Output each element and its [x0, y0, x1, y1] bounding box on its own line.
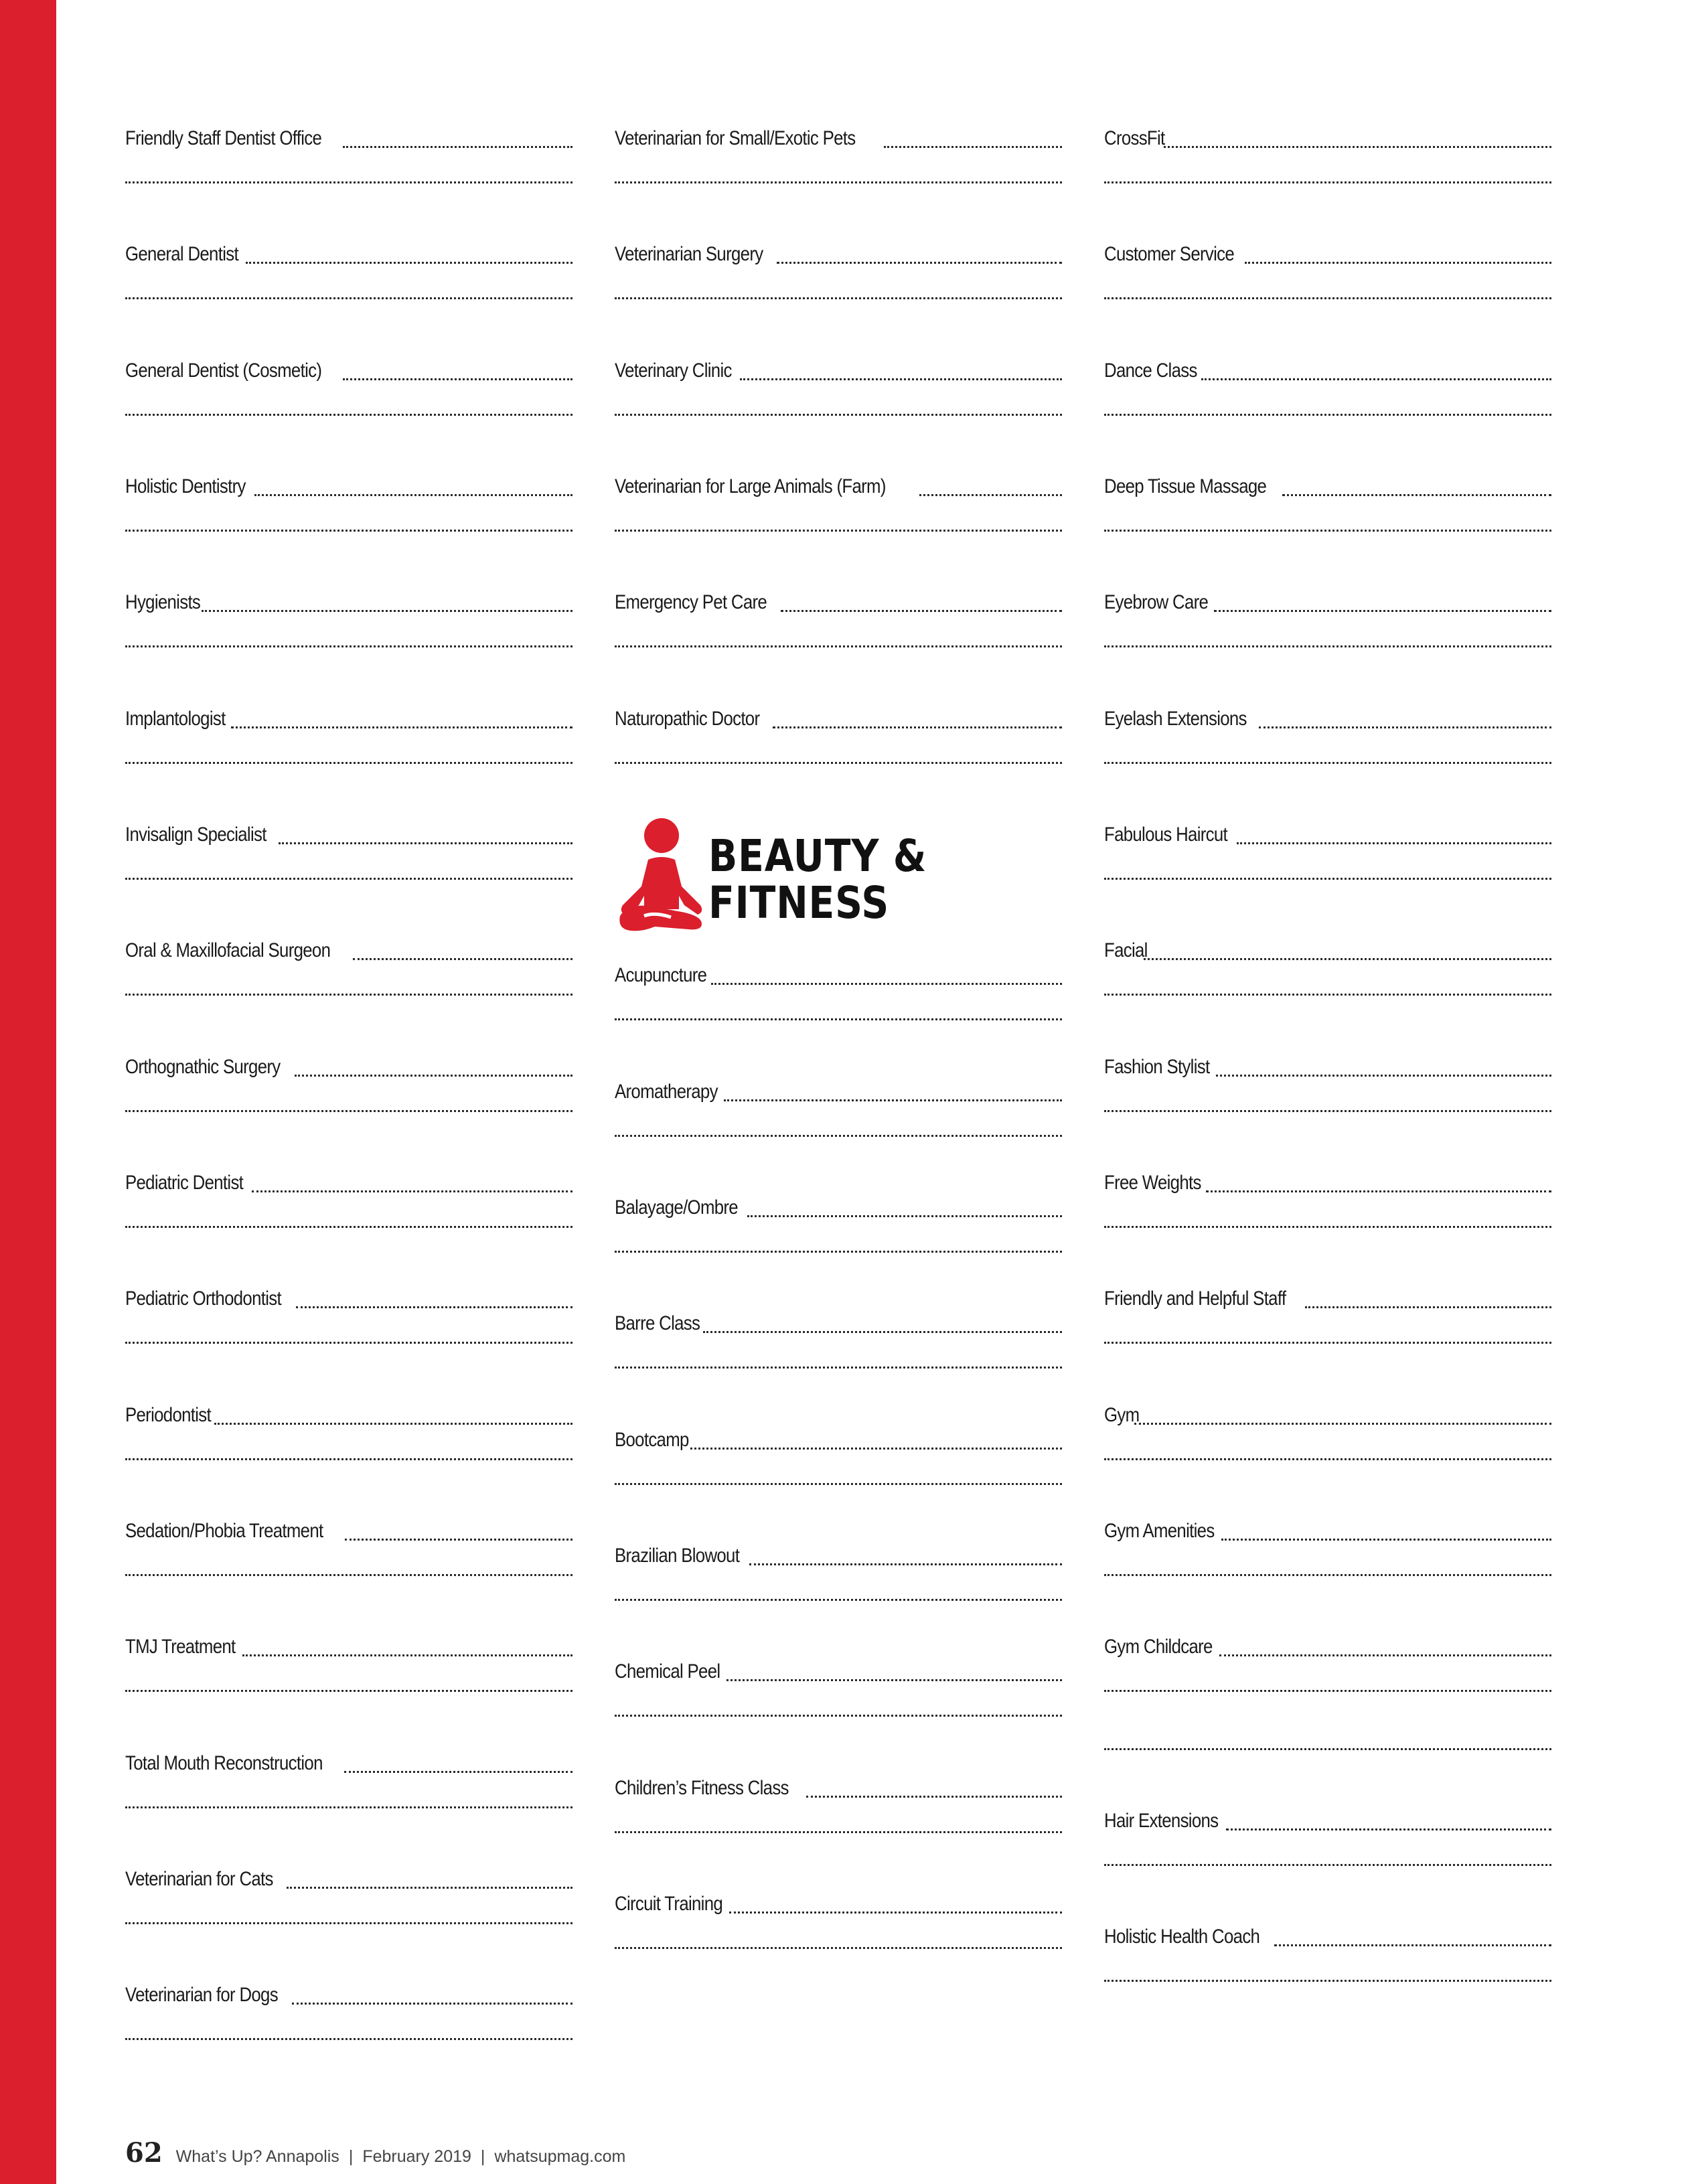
entry-dotted-line [781, 610, 1062, 612]
ballot-entry[interactable] [615, 1193, 1062, 1287]
ballot-entry[interactable] [615, 704, 1062, 798]
entry-dotted-line [1216, 1075, 1551, 1077]
ballot-entry[interactable] [615, 1309, 1062, 1403]
entry-dotted-line [353, 958, 572, 960]
entry-label: Fabulous Haircut [1104, 824, 1228, 846]
entry-answer-line[interactable] [615, 1947, 1062, 1949]
ballot-entry[interactable] [1104, 1401, 1551, 1494]
footer-separator: | [348, 2147, 354, 2166]
entry-label: Gym Childcare [1104, 1636, 1213, 1658]
entry-answer-line[interactable] [615, 1831, 1062, 1833]
entry-answer-line[interactable] [1104, 762, 1551, 764]
entry-answer-line[interactable] [125, 530, 572, 532]
ballot-entry[interactable] [615, 1889, 1062, 1983]
ballot-entry[interactable] [615, 240, 1062, 333]
section-title-line1: BEAUTY & [708, 830, 927, 882]
entry-dotted-line [343, 378, 572, 380]
entry-label: Emergency Pet Care [615, 591, 767, 613]
entry-dotted-line [777, 262, 1063, 264]
entry-dotted-line [884, 146, 1062, 148]
meditation-figure-icon [615, 811, 708, 932]
entry-dotted-line [246, 262, 572, 264]
red-side-bar [0, 0, 56, 2184]
entry-label: Eyelash Extensions [1104, 708, 1247, 730]
ballot-entry[interactable] [615, 1541, 1062, 1635]
ballot-entry[interactable] [125, 704, 572, 798]
entry-dotted-line [729, 1912, 1062, 1914]
entry-label: Friendly Staff Dentist Office [125, 127, 322, 149]
entry-answer-line[interactable] [125, 1806, 572, 1808]
ballot-entry[interactable] [615, 1657, 1062, 1751]
page-footer [125, 2137, 625, 2169]
entry-label: Holistic Health Coach [1104, 1926, 1260, 1948]
entry-answer-line[interactable] [1104, 1980, 1551, 1982]
ballot-entry[interactable] [125, 1865, 572, 1958]
entry-label: Veterinary Clinic [615, 360, 732, 382]
entry-answer-line[interactable] [615, 1135, 1062, 1137]
entry-answer-line[interactable] [615, 414, 1062, 416]
ballot-entry[interactable] [125, 820, 572, 914]
entry-answer-line[interactable] [615, 1018, 1062, 1020]
entry-label: Total Mouth Reconstruction [125, 1752, 323, 1774]
entry-label: CrossFit [1104, 127, 1165, 149]
entry-label: Balayage/Ombre [615, 1196, 738, 1219]
entry-dotted-line [295, 1075, 572, 1077]
entry-dotted-line [919, 494, 1062, 496]
entry-dotted-line [724, 1099, 1062, 1101]
entry-answer-line[interactable] [1104, 1458, 1551, 1460]
entry-answer-line[interactable] [1104, 1864, 1551, 1866]
entry-dotted-line [690, 1448, 1062, 1450]
entry-dotted-line [292, 2003, 572, 2005]
entry-dotted-line [345, 1539, 572, 1541]
entry-label: Veterinarian for Cats [125, 1868, 273, 1890]
ballot-entry[interactable] [125, 356, 572, 450]
issue-date: February 2019 [362, 2147, 471, 2166]
entry-answer-line[interactable] [615, 1367, 1062, 1369]
entry-dotted-line [1144, 958, 1551, 960]
ballot-entry[interactable] [1104, 1806, 1551, 1900]
ballot-entry[interactable] [1104, 356, 1551, 450]
entry-dotted-line [1305, 1306, 1552, 1308]
entry-dotted-line [1134, 1423, 1551, 1425]
ballot-entry[interactable] [125, 124, 572, 218]
entry-answer-line[interactable] [615, 1251, 1062, 1253]
page-number: 62 [125, 2137, 163, 2169]
entry-label: Naturopathic Doctor [615, 708, 760, 730]
entry-dotted-line [727, 1679, 1062, 1681]
ballot-entry[interactable] [1104, 1632, 1551, 1726]
ballot-entry[interactable] [1104, 588, 1551, 682]
ballot-entry[interactable] [1104, 1052, 1551, 1146]
entry-dotted-line [296, 1306, 572, 1308]
entry-answer-line[interactable] [125, 1110, 572, 1112]
entry-answer-line[interactable] [1104, 414, 1551, 416]
entry-dotted-line [202, 610, 572, 612]
entry-dotted-line [806, 1796, 1062, 1798]
entry-label: Circuit Training [615, 1893, 723, 1915]
ballot-entry[interactable] [1104, 820, 1551, 914]
entry-answer-line[interactable] [1104, 297, 1551, 299]
entry-answer-line-extra[interactable] [1104, 1748, 1551, 1750]
entry-answer-line[interactable] [125, 1458, 572, 1460]
entry-label: Fashion Stylist [1104, 1056, 1210, 1078]
ballot-entry[interactable] [1104, 936, 1551, 1030]
entry-label: Holistic Dentistry [125, 475, 246, 497]
ballot-entry[interactable] [125, 588, 572, 682]
entry-label: Dance Class [1104, 360, 1197, 382]
entry-answer-line[interactable] [125, 645, 572, 647]
entry-answer-line[interactable] [615, 1715, 1062, 1717]
entry-label: General Dentist (Cosmetic) [125, 360, 322, 382]
ballot-entry[interactable] [125, 1168, 572, 1262]
entry-label: Oral & Maxillofacial Surgeon [125, 939, 331, 961]
entry-label: Eyebrow Care [1104, 591, 1209, 613]
ballot-entry[interactable] [125, 472, 572, 566]
entry-dotted-line [703, 1331, 1062, 1333]
entry-answer-line[interactable] [125, 181, 572, 183]
ballot-entry[interactable] [1104, 124, 1551, 218]
ballot-entry[interactable] [615, 1774, 1062, 1867]
entry-dotted-line [214, 1423, 572, 1425]
entry-answer-line[interactable] [125, 2038, 572, 2040]
ballot-entry[interactable] [125, 936, 572, 1030]
entry-answer-line[interactable] [1104, 1342, 1551, 1344]
entry-dotted-line [773, 726, 1062, 728]
entry-label: Customer Service [1104, 243, 1235, 265]
entry-dotted-line [740, 378, 1062, 380]
ballot-entry[interactable] [615, 588, 1062, 682]
entry-label: Bootcamp [615, 1429, 689, 1451]
entry-answer-line[interactable] [1104, 878, 1551, 880]
entry-dotted-line [747, 1215, 1062, 1217]
entry-label: Veterinarian for Dogs [125, 1984, 278, 2006]
entry-label: Hair Extensions [1104, 1810, 1219, 1832]
entry-label: TMJ Treatment [125, 1636, 236, 1658]
entry-label: Periodontist [125, 1404, 211, 1426]
entry-dotted-line [343, 146, 572, 148]
entry-label: General Dentist [125, 243, 238, 265]
entry-dotted-line [287, 1887, 572, 1889]
entry-dotted-line [1206, 1190, 1551, 1192]
beauty-fitness-section-header [615, 811, 1062, 939]
entry-answer-line[interactable] [615, 181, 1062, 183]
entry-label: Veterinarian for Large Animals (Farm) [615, 475, 886, 497]
entry-dotted-line [1201, 378, 1551, 380]
entry-dotted-line [1221, 1539, 1551, 1541]
ballot-entry[interactable] [125, 1401, 572, 1494]
entry-dotted-line [231, 726, 572, 728]
section-title-line2: FITNESS [708, 877, 890, 929]
entry-answer-line[interactable] [125, 1690, 572, 1692]
entry-label: Pediatric Orthodontist [125, 1288, 281, 1310]
entry-answer-line[interactable] [1104, 1690, 1551, 1692]
entry-answer-line[interactable] [615, 1483, 1062, 1485]
entry-label: Pediatric Dentist [125, 1172, 244, 1194]
entry-answer-line[interactable] [125, 994, 572, 996]
entry-dotted-line [344, 1771, 572, 1773]
ballot-entry[interactable] [1104, 1516, 1551, 1610]
entry-answer-line[interactable] [125, 1922, 572, 1924]
entry-dotted-line [1226, 1828, 1551, 1830]
ballot-entry[interactable] [615, 124, 1062, 218]
entry-label: Deep Tissue Massage [1104, 475, 1267, 497]
entry-answer-line[interactable] [1104, 645, 1551, 647]
entry-answer-line[interactable] [615, 1599, 1062, 1601]
ballot-entry[interactable] [1104, 1168, 1551, 1262]
entry-dotted-line [1274, 1944, 1551, 1946]
entry-label: Chemical Peel [615, 1660, 720, 1683]
ballot-entry[interactable] [615, 961, 1062, 1055]
entry-answer-line[interactable] [125, 878, 572, 880]
entry-answer-line[interactable] [125, 1574, 572, 1576]
entry-dotted-line [254, 494, 572, 496]
ballot-entry[interactable] [1104, 704, 1551, 798]
ballot-entry[interactable] [125, 240, 572, 333]
entry-dotted-line [1237, 842, 1551, 844]
entry-label: Sedation/Phobia Treatment [125, 1520, 323, 1542]
entry-label: Veterinarian Surgery [615, 243, 763, 265]
entry-label: Brazilian Blowout [615, 1545, 740, 1567]
entry-answer-line[interactable] [1104, 1226, 1551, 1228]
website-link[interactable]: whatsupmag.com [494, 2147, 626, 2166]
ballot-entry[interactable] [615, 1425, 1062, 1519]
footer-separator: | [480, 2147, 485, 2166]
entry-label: Veterinarian for Small/Exotic Pets [615, 127, 856, 149]
entry-dotted-line [1219, 1654, 1551, 1656]
entry-label: Facial [1104, 939, 1148, 961]
ballot-entry[interactable] [1104, 472, 1551, 566]
entry-dotted-line [1245, 262, 1551, 264]
entry-answer-line[interactable] [1104, 530, 1551, 532]
entry-dotted-line [242, 1654, 572, 1656]
ballot-entry[interactable] [615, 356, 1062, 450]
entry-answer-line[interactable] [125, 1342, 572, 1344]
entry-answer-line[interactable] [615, 530, 1062, 532]
entry-dotted-line [279, 842, 572, 844]
ballot-entry[interactable] [615, 1077, 1062, 1171]
entry-answer-line[interactable] [125, 762, 572, 764]
entry-dotted-line [711, 983, 1062, 985]
ballot-entry[interactable] [125, 1632, 572, 1726]
entry-dotted-line [1282, 494, 1551, 496]
entry-dotted-line [1214, 610, 1551, 612]
ballot-entry[interactable] [1104, 1284, 1551, 1378]
entry-answer-line[interactable] [1104, 1574, 1551, 1576]
entry-label: Invisalign Specialist [125, 824, 266, 846]
entry-label: Children’s Fitness Class [615, 1777, 789, 1799]
entry-answer-line[interactable] [615, 297, 1062, 299]
entry-label: Hygienists [125, 591, 201, 613]
entry-label: Implantologist [125, 708, 226, 730]
entry-label: Acupuncture [615, 964, 707, 986]
entry-dotted-line [1164, 146, 1551, 148]
entry-label: Gym [1104, 1404, 1140, 1426]
entry-label: Free Weights [1104, 1172, 1201, 1194]
ballot-entry[interactable] [1104, 240, 1551, 333]
entry-label: Barre Class [615, 1312, 700, 1334]
entry-dotted-line [749, 1563, 1062, 1565]
entry-answer-line[interactable] [1104, 994, 1551, 996]
ballot-entry[interactable] [125, 1749, 572, 1843]
entry-label: Friendly and Helpful Staff [1104, 1288, 1286, 1310]
entry-answer-line[interactable] [1104, 181, 1551, 183]
ballot-entry[interactable] [1104, 1922, 1551, 2016]
entry-label: Gym Amenities [1104, 1520, 1215, 1542]
publication-name: What’s Up? Annapolis [175, 2147, 339, 2166]
entry-answer-line[interactable] [125, 1226, 572, 1228]
entry-answer-line[interactable] [615, 762, 1062, 764]
ballot-entry[interactable] [125, 1516, 572, 1610]
entry-dotted-line [1259, 726, 1551, 728]
ballot-entry[interactable] [125, 1980, 572, 2074]
entry-dotted-line [252, 1190, 572, 1192]
entry-answer-line[interactable] [125, 297, 572, 299]
entry-label: Aromatherapy [615, 1081, 718, 1103]
ballot-entry[interactable] [125, 1052, 572, 1146]
entry-label: Orthognathic Surgery [125, 1056, 281, 1078]
entry-answer-line[interactable] [125, 414, 572, 416]
section-title [708, 830, 927, 929]
entry-answer-line[interactable] [1104, 1110, 1551, 1112]
ballot-entry[interactable] [615, 472, 1062, 566]
ballot-entry[interactable] [125, 1284, 572, 1378]
entry-answer-line[interactable] [615, 645, 1062, 647]
